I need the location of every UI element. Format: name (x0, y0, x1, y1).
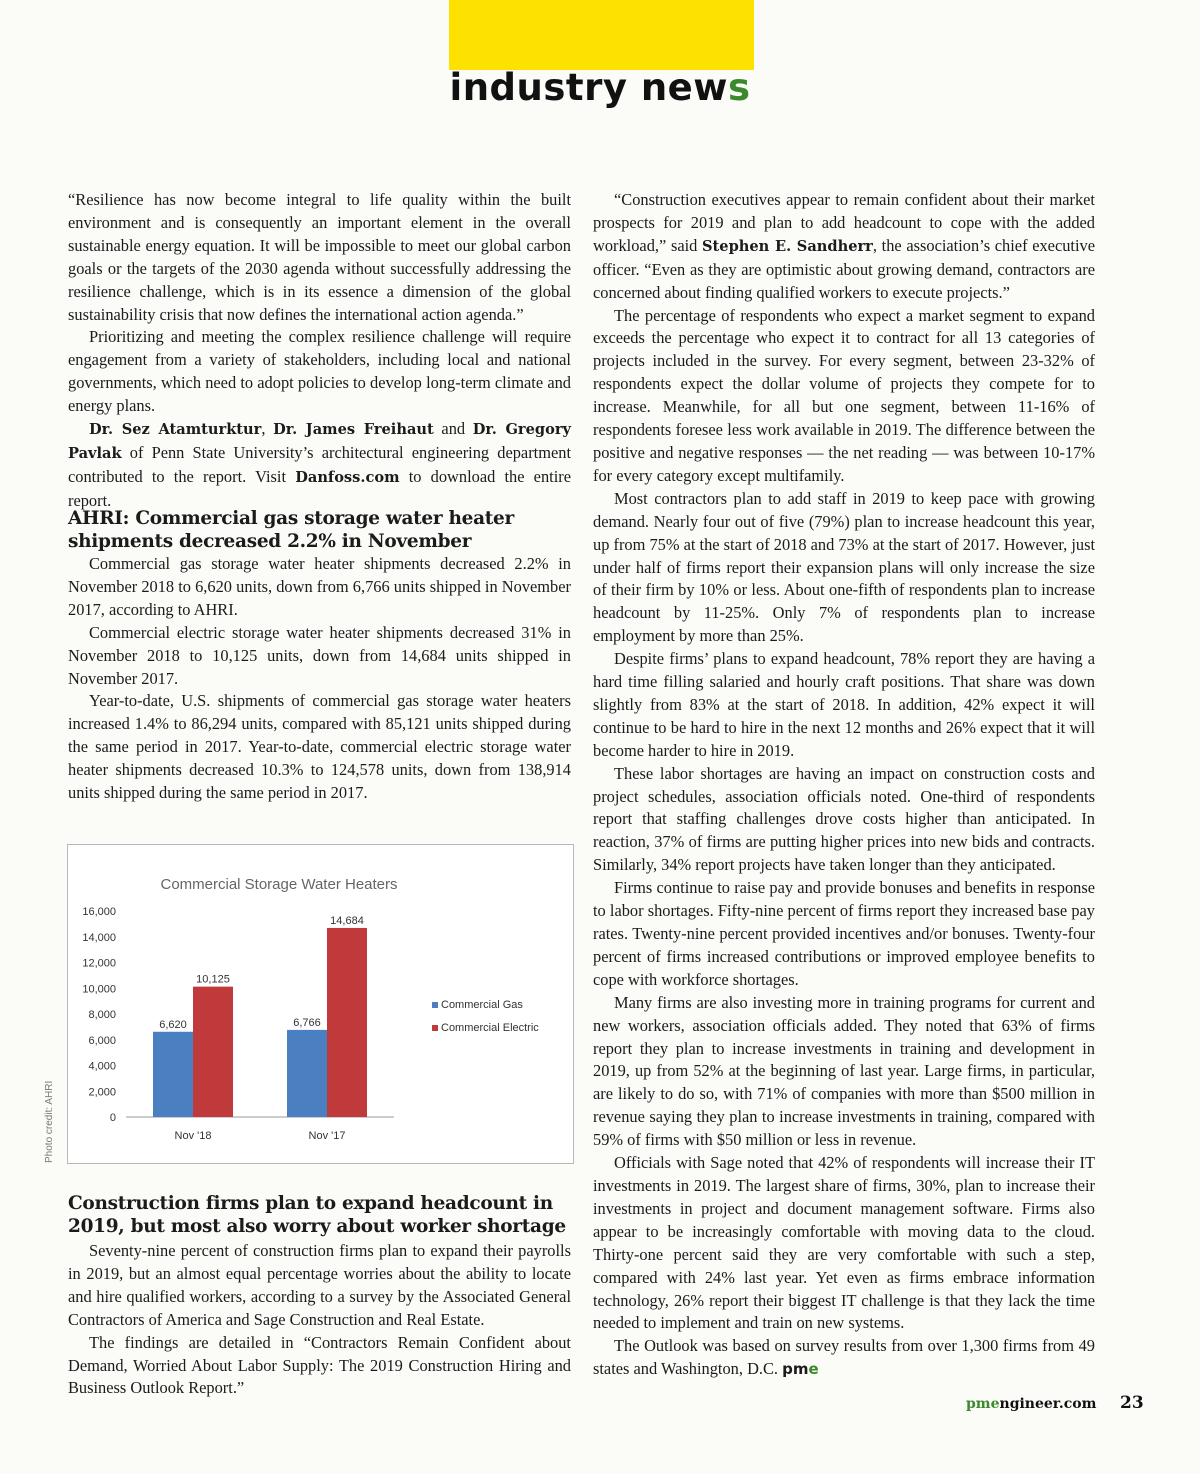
y-tick-label: 4,000 (88, 1060, 116, 1073)
chart-title: Commercial Storage Water Heaters (160, 876, 398, 893)
end-mark-part: pm (782, 1360, 809, 1379)
paragraph-text: of Penn State University’s architectural engineering department contributed to the report. Visit (68, 442, 571, 486)
paragraph-text: , the association’s chief executive officer. “Even as they are optimistic about growing demand, contractors are concerned about finding qualified workers to execute projects.” (593, 235, 1095, 302)
separator: , (261, 419, 274, 439)
construction-heading: Construction firms plan to expand headcount in 2019, but most also worry about worker shortage (68, 1193, 566, 1237)
data-label: 6,766 (293, 1016, 321, 1029)
y-tick-label: 8,000 (88, 1009, 116, 1021)
right-paragraph-6: Firms continue to raise pay and provide bonuses and benefits in response to labor shortages. Fifty-nine percent of firms report they increased base pay rates. Twenty-nine percent provided incentives and/or bonuses. Twenty-four percent of firms increased contributions or improved employee benefits to cope with workforce shortages. (593, 878, 1095, 989)
author-name-2: Dr. James Freihaut (273, 421, 434, 439)
bar-commercial-gas (287, 1030, 327, 1117)
legend-label: Commercial Electric (441, 1022, 539, 1034)
left-paragraph-2: Prioritizing and meeting the complex resilience challenge will require engagement from a variety of stakeholders, including local and national governments, which need to adopt policies to develop long-term climate and energy plans. (68, 327, 571, 416)
author-name-3: Dr. Gregory Pavlak (68, 421, 571, 462)
y-tick-label: 12,000 (82, 957, 116, 970)
left-paragraph-1: “Resilience has now become integral to life quality within the built environment and is consequently an important element in the overall sustainable energy equation. It will be impossible to meet our global carbon goals or the targets of the 2030 agenda without successfully addressing the resilience challenge, which is in its essence a dimension of the global sustainability crisis that now defines the international action agenda.” (68, 190, 571, 324)
y-tick-label: 0 (109, 1112, 116, 1124)
construction-paragraph-2: The findings are detailed in “Contractors Remain Confident about Demand, Worried About Labor Supply: The 2019 Construction Hiring and Business Outlook Report.” (68, 1332, 571, 1398)
ahri-paragraph-2: Commercial electric storage water heater shipments decreased 31% in November 2018 to 10,125 units, down from 14,684 units shipped in November 2017. (68, 622, 571, 688)
right-paragraph-8: Officials with Sage noted that 42% of respondents will increase their IT investments in 2019. The largest share of firms, 30%, plan to increase their investments in project and document management software. Firms also appear to be increasingly comfortable with moving data to the cloud. Thirty-one percent said they are very comfortable with such a step, compared with 24% last year. Yet even as firms embrace information technology, 26% report their biggest IT challenge is that they lack the time needed to implement and train on new systems. (593, 1153, 1095, 1333)
left-paragraph-3 (68, 418, 571, 513)
legend-swatch (432, 1002, 438, 1008)
paragraph-text: to download the entire report. (68, 466, 571, 510)
paragraph-text: The Outlook was based on survey results from over 1,300 firms from 49 states and Washington, D.C. (593, 1336, 1095, 1379)
data-label: 14,684 (330, 914, 364, 927)
right-paragraph-1 (593, 189, 1095, 305)
right-paragraph-5: These labor shortages are having an impact on construction costs and project schedules, association officials noted. One-third of respondents report that staffing challenges drove costs higher than anticipated. In reaction, 37% of firms are putting higher prices into new bids and contracts. Similarly, 34% report projects have taken longer than they anticipated. (593, 763, 1095, 875)
y-tick-label: 14,000 (82, 931, 116, 944)
x-tick-label: Nov '18 (174, 1130, 212, 1142)
section-title-accent: s (727, 66, 751, 109)
footer-url-rest: ngineer.com (999, 1396, 1097, 1412)
y-tick-label: 10,000 (82, 983, 116, 996)
bar-commercial-electric (193, 987, 233, 1117)
ahri-paragraph-1: Commercial gas storage water heater shipments decreased 2.2% in November 2018 to 6,620 units, down from 6,766 units shipped in November 2017, according to AHRI. (68, 554, 571, 619)
section-title-main: industry new (449, 66, 728, 109)
construction-paragraph-1: Seventy-nine percent of construction firms plan to expand their payrolls in 2019, but an almost equal percentage worries about the ability to locate and hire qualified workers, according to a survey by the Associated General Contractors of America and Sage Construction and Real Estate. (68, 1241, 571, 1329)
author-name-1: Dr. Sez Atamturktur (89, 421, 262, 439)
section-title (0, 66, 1200, 109)
danfoss-link[interactable]: Danfoss.com (295, 468, 400, 486)
pme-end-mark (782, 1360, 819, 1378)
right-paragraph-2: The percentage of respondents who expect a market segment to expand exceeds the percentage who expect it to contract for all 13 categories of projects included in the survey. For every segment, between 23-32% of respondents expect the dollar volume of projects they compete for to increase. Meanwhile, for all but one segment, between 11-16% of respondents foresee less work available in 2019. The difference between the positive and negative responses — the net reading — was between 10-17% for every category except multifamily. (593, 305, 1095, 485)
footer-url-green: pme (966, 1396, 1000, 1412)
data-label: 10,125 (196, 973, 230, 986)
left-column (68, 189, 571, 513)
photo-credit: Photo credit: AHRI (44, 1080, 55, 1163)
legend-label: Commercial Gas (441, 999, 523, 1011)
footer-website[interactable] (966, 1396, 1096, 1412)
right-paragraph-4: Despite firms’ plans to expand headcount, 78% report they are having a hard time filling salaried and hourly craft positions. That share was down slightly from 83% at the start of 2018. In addition, 42% expect it will continue to be hard to hire in the next 12 months and 26% expect that it will become harder to hire in 2019. (593, 649, 1095, 760)
separator: and (433, 419, 473, 439)
x-tick-label: Nov '17 (308, 1130, 346, 1142)
construction-body (68, 1240, 571, 1400)
y-tick-label: 16,000 (82, 906, 116, 918)
right-paragraph-7: Many firms are also investing more in training programs for current and new workers, association officials added. They noted that 63% of firms report they plan to increase investments in training and development in 2019, up from 52% at the beginning of last year. Large firms, in particular, are likely to do so, with 71% of companies with more than $500 million in revenue saying they plan to increase investments in training, compared with 59% of firms with $50 million or less in revenue. (593, 992, 1095, 1150)
y-tick-label: 2,000 (88, 1086, 116, 1099)
bar-chart (68, 845, 573, 1163)
header-color-bar (449, 0, 754, 70)
y-tick-label: 6,000 (88, 1034, 116, 1047)
bar-commercial-electric (327, 928, 367, 1117)
paragraph-text: “Construction executives appear to remain confident about their market prospects for 2019 and plan to add headcount to cope with the added workload,” said (593, 190, 1095, 255)
ceo-name: Stephen E. Sandherr (702, 237, 873, 255)
page-number: 23 (1120, 1393, 1144, 1413)
data-label: 6,620 (159, 1018, 187, 1031)
end-mark-part: e (808, 1360, 819, 1379)
ahri-heading: AHRI: Commercial gas storage water heater shipments decreased 2.2% in November (68, 508, 514, 552)
ahri-body (68, 553, 571, 805)
legend-swatch (432, 1025, 438, 1031)
right-column (593, 189, 1095, 1381)
chart-frame (67, 844, 574, 1164)
right-paragraph-9 (593, 1335, 1095, 1381)
right-paragraph-3: Most contractors plan to add staff in 2019 to keep pace with growing demand. Nearly four out of five (79%) plan to increase headcount this year, up from 75% at the start of 2018 and 73% at the start of 2017. However, just under half of firms report their expansion plans will only increase the size of their firm by 10% or less. About one-fifth of respondents plan to increase headcount by 11-25%. Only 7% of respondents plan to increase employment by more than 25%. (593, 488, 1095, 646)
ahri-paragraph-3: Year-to-date, U.S. shipments of commercial gas storage water heaters increased 1.4% to 86,294 units, compared with 85,121 units shipped during the same period in 2017. Year-to-date, commercial electric storage water heater shipments decreased 10.3% to 124,578 units, down from 138,914 units shipped during the same period in 2017. (68, 691, 571, 803)
bar-commercial-gas (153, 1032, 193, 1117)
